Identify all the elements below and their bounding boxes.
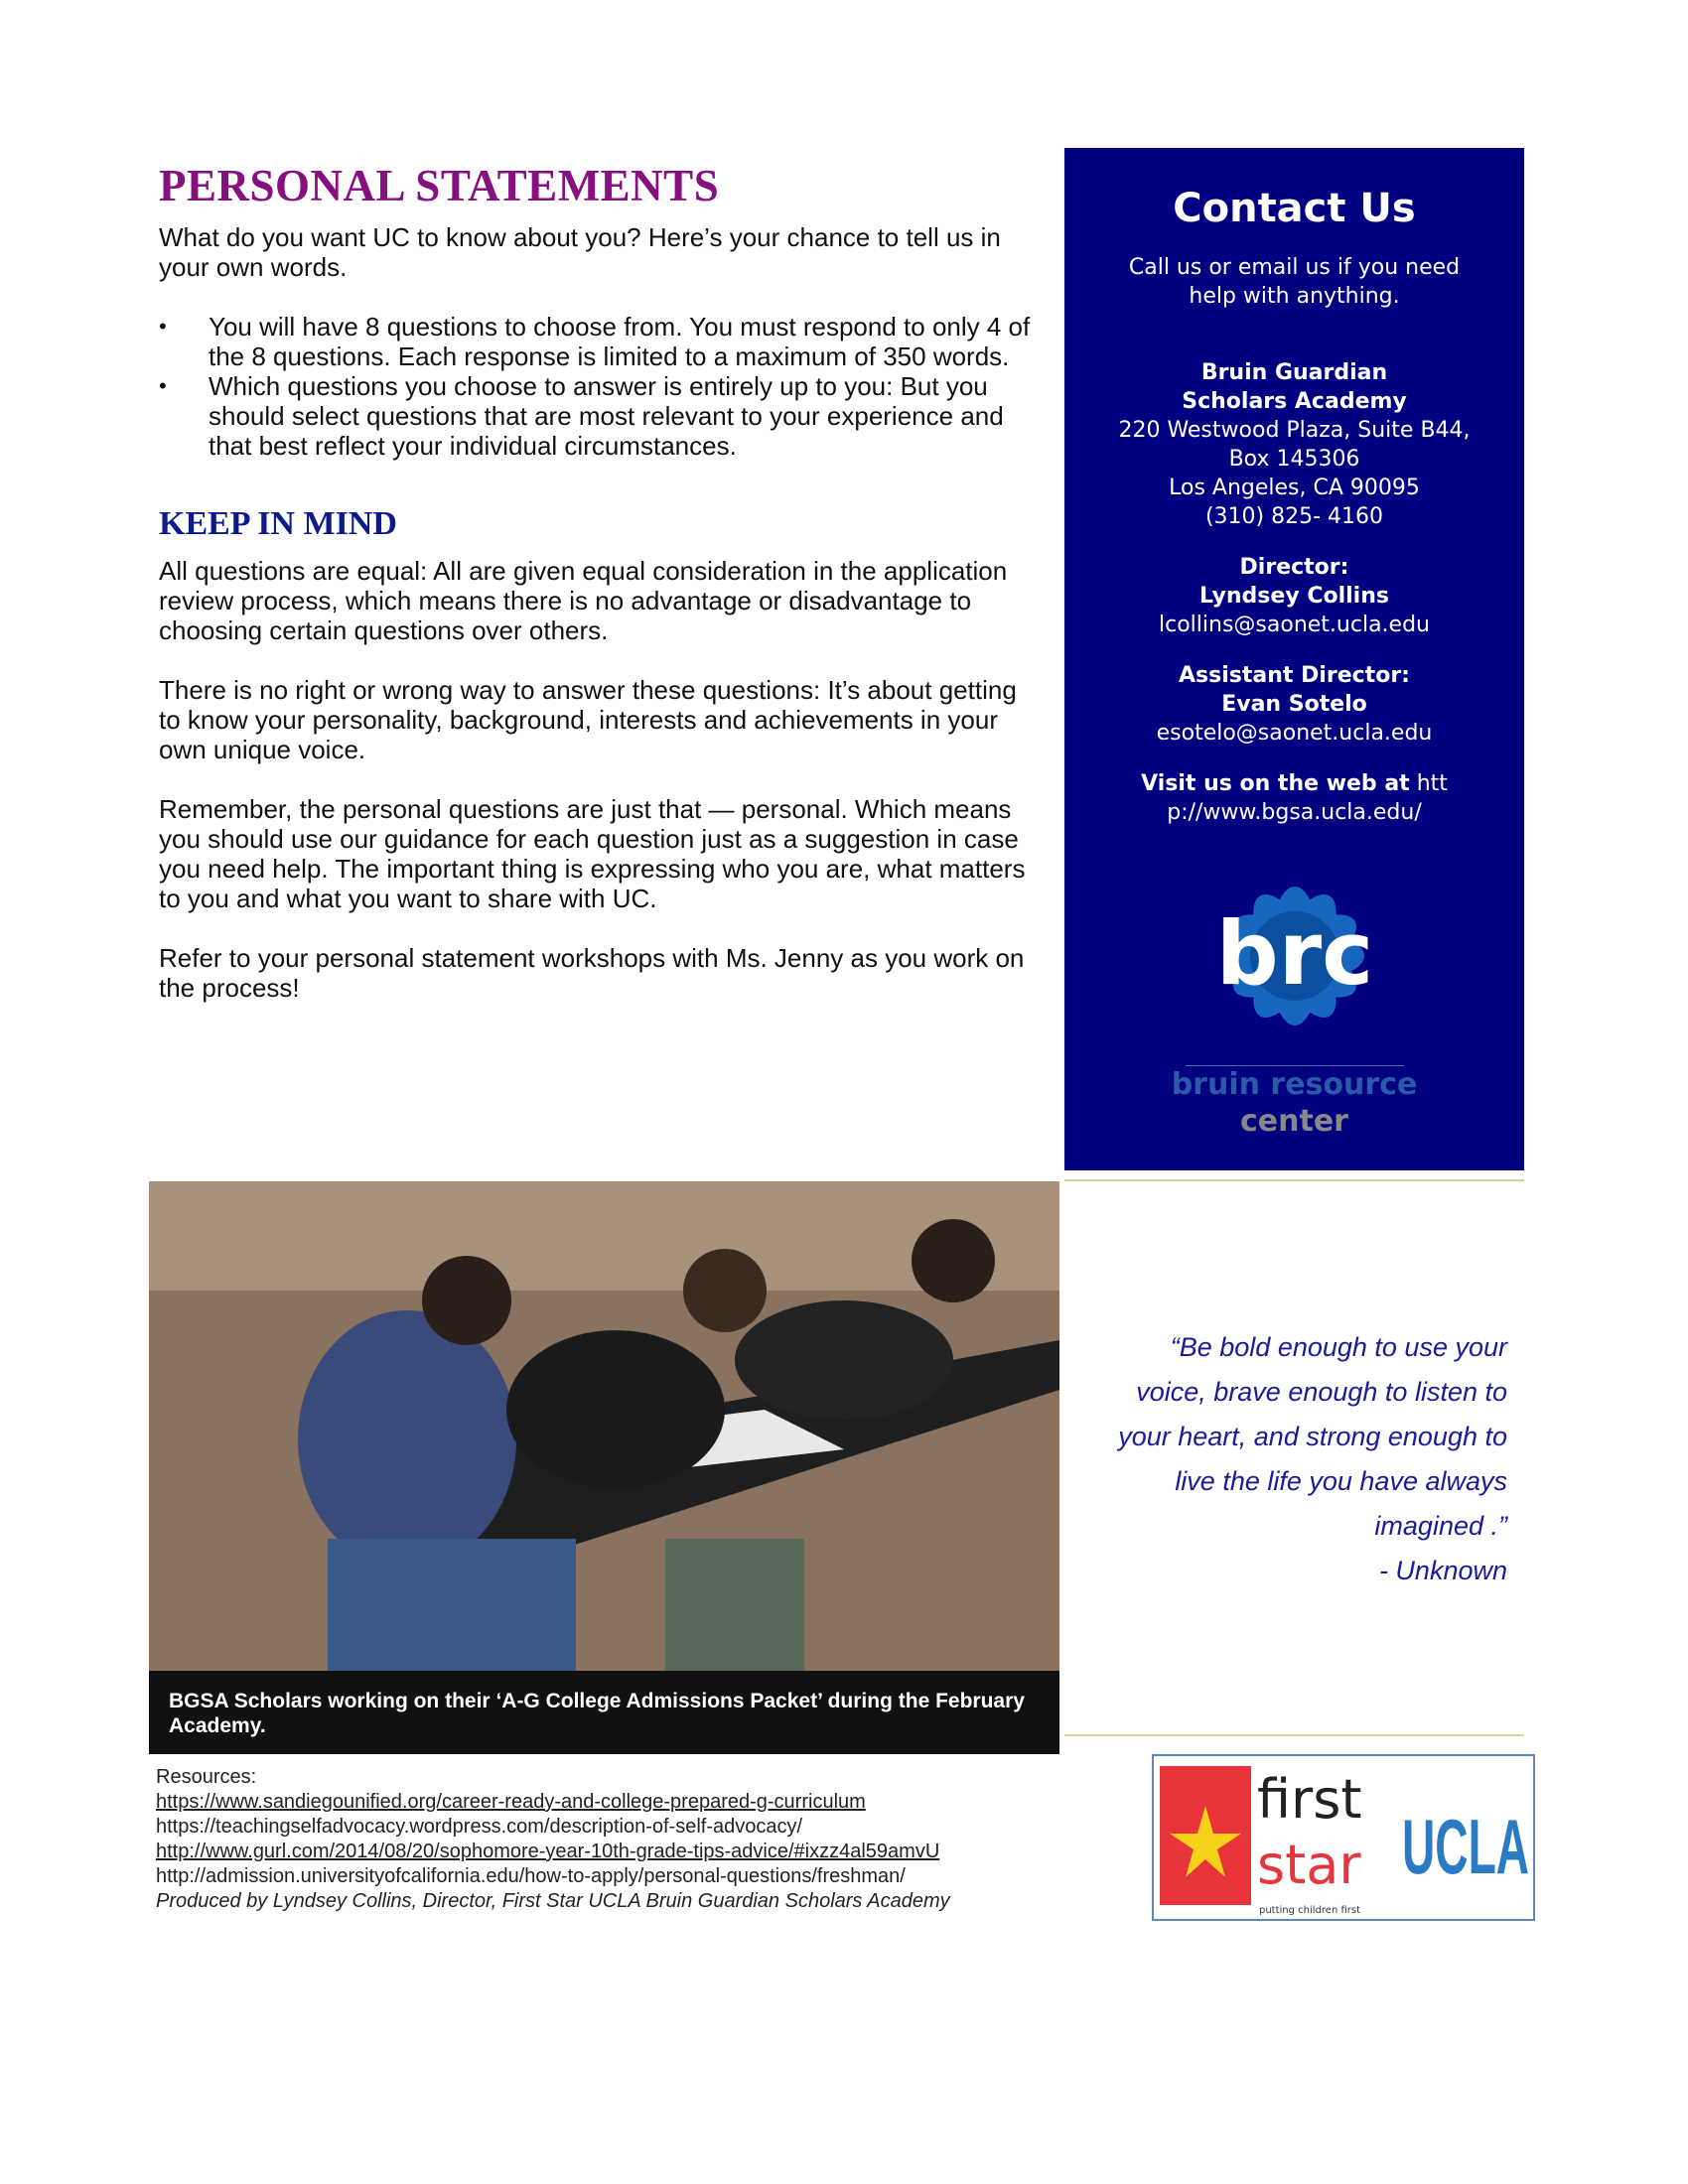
web-label: Visit us on the web at: [1141, 771, 1410, 796]
logo-tagline: putting children first: [1259, 1905, 1361, 1916]
intro-text: What do you want UC to know about you? Here’s your chance to tell us in your own words.: [159, 222, 1001, 282]
paragraph: There is no right or wrong way to answer these questions: It’s about getting to know your personality, background, interests and achievements in your own unique voice.: [159, 675, 1017, 764]
director-email[interactable]: lcollins@saonet.ucla.edu: [1159, 613, 1430, 637]
resource-link[interactable]: http://admission.universityofcalifornia.edu/how-to-apply/personal-questions/freshman/: [156, 1865, 906, 1887]
contact-subtitle: Call us or email us if you need help with anything.: [1128, 255, 1461, 309]
flower-icon: [1166, 857, 1424, 1055]
divider: [1064, 1179, 1524, 1181]
web-link[interactable]: http://www.bgsa.ucla.edu/: [1167, 771, 1448, 825]
divider: [1064, 1734, 1524, 1736]
first-star-ucla-logo: [1152, 1754, 1535, 1921]
contact-panel: [1064, 148, 1524, 1170]
asst-director-email[interactable]: esotelo@saonet.ucla.edu: [1156, 721, 1433, 746]
quote-author: - Unknown: [1378, 1556, 1507, 1585]
resources: [156, 1765, 1050, 1914]
quote-line: your heart, and strong enough to: [1118, 1422, 1507, 1451]
resources-label: Resources:: [156, 1766, 257, 1788]
asst-director-name: Evan Sotelo: [1221, 692, 1367, 717]
address: 220 Westwood Plaza, Suite B44,: [1118, 418, 1471, 443]
main-column: [159, 159, 1038, 1032]
director-label: Director:: [1239, 555, 1349, 580]
resource-link[interactable]: https://www.sandiegounified.org/career-ready-and-college-prepared-g-curriculum: [156, 1791, 866, 1813]
list-item: • You will have 8 questions to choose from. You must respond to only 4 of the 8 questions. Each response is limited to a maximum of 350 words.: [159, 312, 1038, 371]
asst-director-label: Assistant Director:: [1179, 663, 1410, 688]
quote-line: “Be bold enough to use your: [1170, 1332, 1507, 1362]
brc-logo: [1166, 857, 1424, 1140]
quote-line: live the life you have always: [1175, 1466, 1507, 1496]
contact-title: Contact Us: [1173, 186, 1416, 231]
org-name: Bruin Guardian: [1200, 360, 1388, 385]
paragraph: All questions are equal: All are given equal consideration in the application review process, which means there is no advantage or disadvantage to choosing certain questions over others.: [159, 556, 1008, 645]
list-item: • Which questions you choose to answer is entirely up to you: But you should select questions that are most relevant to your experience and that best reflect your individual circumstances.: [159, 371, 1038, 461]
photo-caption: BGSA Scholars working on their ‘A-G College Admissions Packet’ during the February Academy.: [149, 1671, 1059, 1754]
logo-subtext: center: [1240, 1104, 1348, 1139]
paragraph: Refer to your personal statement workshops with Ms. Jenny as you work on the process!: [159, 943, 1025, 1003]
address: Box 145306: [1228, 447, 1360, 472]
logo-ucla: UCLA: [1402, 1803, 1529, 1890]
quote-line: voice, brave enough to listen to: [1136, 1377, 1507, 1407]
students-photo: [149, 1181, 1059, 1671]
resource-link[interactable]: https://teachingselfadvocacy.wordpress.com/description-of-self-advocacy/: [156, 1816, 803, 1838]
resource-link[interactable]: http://www.gurl.com/2014/08/20/sophomore-year-10th-grade-tips-advice/#ixzz4al59amvU: [156, 1841, 940, 1862]
phone: (310) 825- 4160: [1204, 504, 1384, 529]
section-title: KEEP IN MIND: [159, 505, 397, 542]
logo-subtext: bruin resource: [1171, 1067, 1418, 1102]
director-name: Lyndsey Collins: [1199, 584, 1389, 609]
address: Los Angeles, CA 90095: [1169, 476, 1420, 500]
quote-line: imagined .”: [1374, 1511, 1507, 1541]
photo-image: [149, 1181, 1059, 1671]
logo-star: star: [1257, 1834, 1361, 1896]
brc-logo-text: brc: [1215, 902, 1373, 1005]
credit: Produced by Lyndsey Collins, Director, First Star UCLA Bruin Guardian Scholars Academy: [156, 1890, 950, 1912]
quote: [1092, 1325, 1507, 1593]
paragraph: Remember, the personal questions are just that — personal. Which means you should use our guidance for each question just as a suggestion in case you need help. The important thing is expressing who you are, what matters to you and what you want to share with UC.: [159, 794, 1026, 913]
bullet-list: [159, 312, 1038, 461]
logo-first: first: [1257, 1768, 1362, 1831]
org-name: Scholars Academy: [1182, 389, 1407, 414]
keep-in-mind-body: [159, 556, 1038, 1003]
page-title: PERSONAL STATEMENTS: [159, 161, 720, 210]
